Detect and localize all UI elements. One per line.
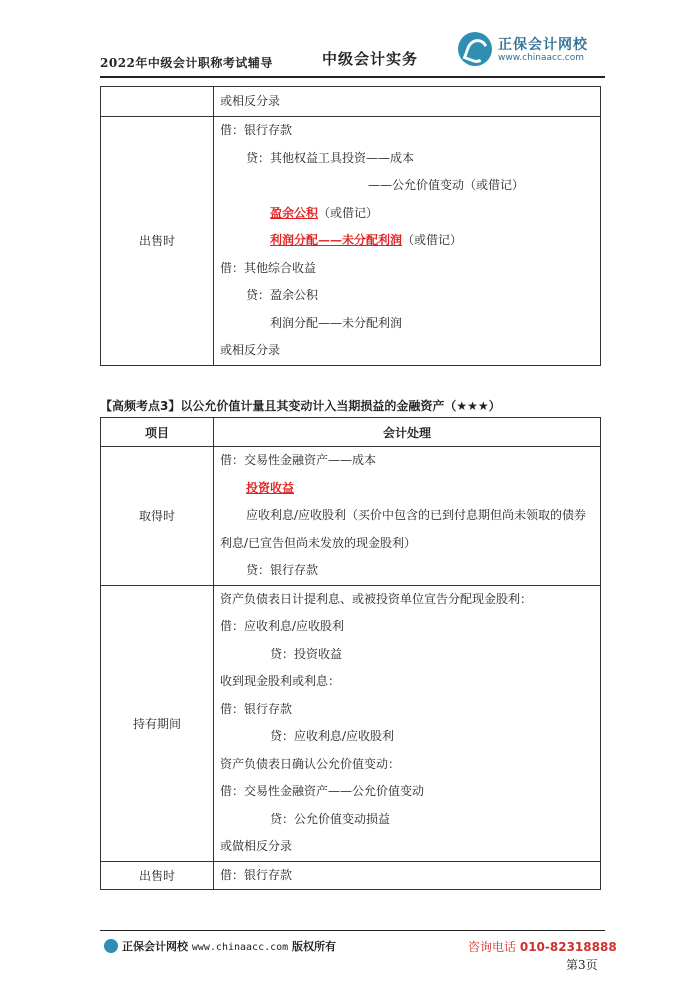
entry-line: 借：银行存款 [220, 123, 293, 137]
entry-line: 借：交易性金融资产——公允价值变动 [220, 784, 425, 798]
logo-name: 正保会计网校 [498, 37, 588, 53]
entry-line: 或相反分录 [220, 93, 281, 108]
entry-line: 资产负债表日计提利息、或被投资单位宣告分配现金股利： [220, 591, 533, 606]
column-header-item: 项目 [101, 418, 214, 447]
entry-line: 或做相反分录 [220, 839, 293, 853]
footer-brand-name: 正保会计网校 [122, 940, 188, 953]
table-cell [214, 861, 601, 890]
page-number: 第3页 [566, 958, 598, 972]
column-header-treatment: 会计处理 [214, 418, 601, 447]
footer-url: www.chinaacc.com [191, 942, 289, 953]
row-label: 出售时 [101, 861, 214, 890]
entry-line: ——公允价值变动（或借记） [368, 178, 525, 192]
footer-rights: 版权所有 [292, 940, 337, 953]
entry-line: 或相反分录 [220, 343, 281, 357]
entry-line [220, 227, 594, 255]
table-row [101, 861, 601, 890]
footer-hotline [468, 938, 617, 955]
header-center-title: 中级会计实务 [322, 50, 419, 68]
entry-line: 利润分配——未分配利润 [270, 315, 403, 330]
highlight-text: 利润分配——未分配利润 [270, 233, 403, 247]
footer-brand[interactable] [104, 938, 336, 954]
table-continued [100, 86, 601, 366]
entry-line: 贷：投资收益 [270, 646, 343, 661]
table-header-row [101, 418, 601, 447]
entry-line [220, 475, 594, 503]
chinaacc-logo-icon [104, 939, 118, 953]
entry-line: 贷：银行存款 [246, 563, 319, 577]
hotline-number: 010-82318888 [519, 940, 617, 954]
table-fvtpl [100, 417, 601, 890]
entry-line: 借：交易性金融资产——成本 [220, 453, 377, 467]
header-left-title: 2022年中级会计职称考试辅导 [100, 56, 273, 70]
table-row [101, 117, 601, 366]
table-cell [214, 447, 601, 586]
entry-line: 借：应收利息/应收股利 [220, 619, 345, 633]
row-label: 持有期间 [101, 585, 214, 861]
entry-line: 贷：应收利息/应收股利 [270, 729, 395, 743]
row-label: 出售时 [101, 117, 214, 366]
table-cell [214, 117, 601, 366]
table-row [101, 585, 601, 861]
entry-line: 借：其他综合收益 [220, 260, 317, 275]
header-rule [100, 76, 605, 78]
entry-line: 应收利息/应收股利（买价中包含的已到付息期但尚未领取的债券利息/已宣告但尚未发放的现金股利） [220, 508, 587, 550]
table-cell [214, 87, 601, 117]
entry-line: 贷：盈余公积 [246, 288, 319, 302]
entry-note: （或借记） [318, 205, 379, 220]
entry-line: 借：银行存款 [220, 701, 293, 716]
section-title: 【高频考点3】以公允价值计量且其变动计入当期损益的金融资产（★★★） [100, 399, 501, 413]
table-row [101, 87, 601, 117]
entry-line: 借：银行存款 [220, 867, 293, 882]
hotline-label: 咨询电话 [468, 940, 517, 954]
table-row [101, 447, 601, 586]
entry-line: 资产负债表日确认公允价值变动： [220, 756, 401, 771]
entry-line: 贷：公允价值变动损益 [270, 811, 391, 826]
entry-note: （或借记） [402, 233, 463, 247]
entry-line: 收到现金股利或利息： [220, 674, 341, 688]
entry-line: 贷：其他权益工具投资——成本 [246, 150, 415, 165]
entry-line [220, 200, 594, 228]
page-header [100, 28, 605, 74]
logo-url: www.chinaacc.com [498, 53, 584, 63]
header-logo[interactable] [458, 30, 608, 70]
chinaacc-logo-icon [458, 32, 492, 66]
empty-label-cell [101, 87, 214, 117]
highlight-text: 盈余公积 [270, 205, 319, 220]
highlight-text: 投资收益 [246, 480, 295, 495]
table-cell [214, 585, 601, 861]
row-label: 取得时 [101, 447, 214, 586]
footer-rule [100, 930, 605, 931]
